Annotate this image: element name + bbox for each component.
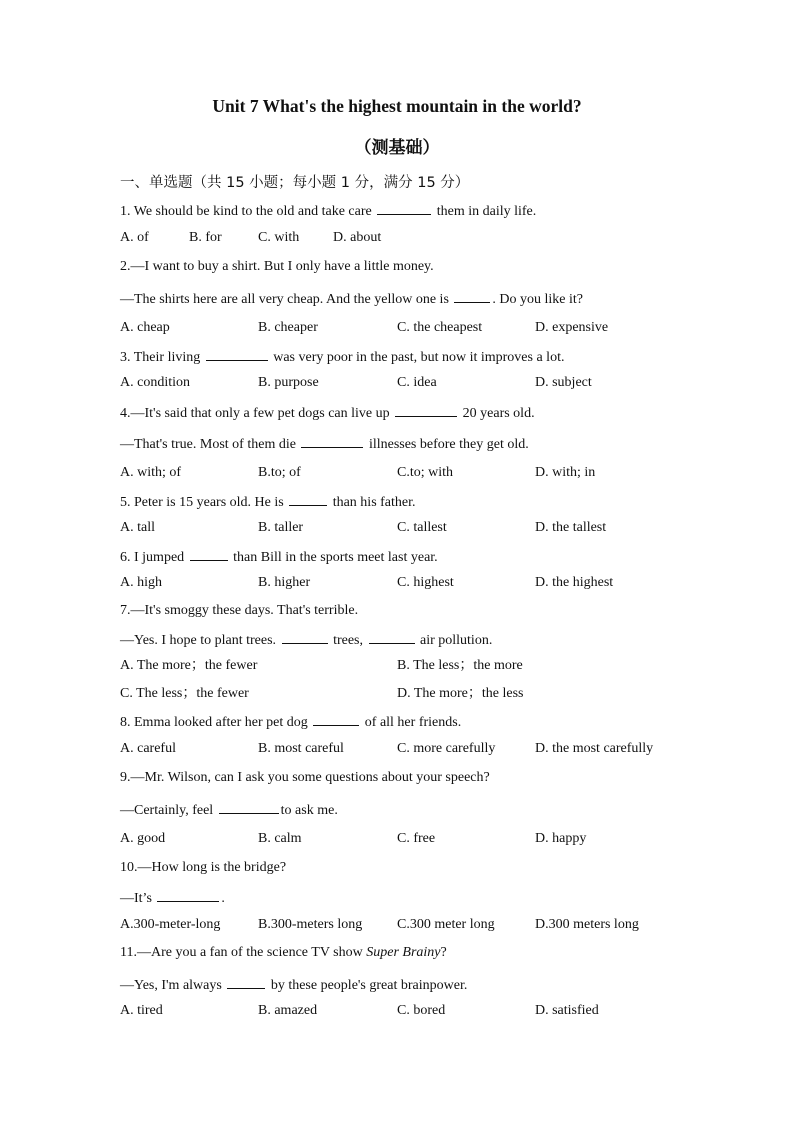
question-4-reply: —That's true. Most of them die illnesses before they get old. (120, 434, 529, 454)
question-7-option-a: A. The more；the fewer (120, 658, 258, 673)
answer-blank (395, 403, 457, 417)
question-9-option-d: D. happy (535, 831, 587, 846)
question-11-option-b: B. amazed (258, 1003, 318, 1018)
answer-blank (190, 547, 228, 561)
answer-blank (219, 800, 279, 814)
question-5-stem: 5. Peter is 15 years old. He is than his father. (120, 492, 416, 512)
page-subtitle: （测基础） (354, 138, 440, 158)
question-11-option-d: D. satisfied (535, 1003, 599, 1018)
question-4-option-d: D. with; in (535, 465, 596, 480)
question-10-stem: 10.—How long is the bridge? (120, 860, 287, 875)
question-6-option-d: D. the highest (535, 575, 614, 590)
question-10-option-a: A.300-meter-long (120, 917, 221, 932)
question-9-stem: 9.—Mr. Wilson, can I ask you some questions about your speech? (120, 770, 490, 785)
question-8-option-c: C. more carefully (397, 741, 496, 756)
question-11-option-c: C. bored (397, 1003, 446, 1018)
question-1-option-a: A. of (120, 230, 149, 245)
question-10-option-d: D.300 meters long (535, 917, 639, 932)
question-5-option-a: A. tall (120, 520, 155, 535)
question-3-stem: 3. Their living was very poor in the past, but now it improves a lot. (120, 347, 564, 367)
answer-blank (454, 289, 490, 303)
question-9-option-c: C. free (397, 831, 436, 846)
answer-blank (206, 347, 268, 361)
question-11-reply: —Yes, I'm always by these people's great brainpower. (120, 975, 467, 995)
question-1-option-d: D. about (333, 230, 382, 245)
question-8-stem: 8. Emma looked after her pet dog of all her friends. (120, 712, 461, 732)
question-6-option-a: A. high (120, 575, 162, 590)
question-7-option-d: D. The more；the less (397, 686, 524, 701)
question-6-option-c: C. highest (397, 575, 454, 590)
question-7-option-b: B. The less；the more (397, 658, 523, 673)
question-9-option-b: B. calm (258, 831, 302, 846)
answer-blank (369, 630, 415, 644)
question-1-stem: 1. We should be kind to the old and take care them in daily life. (120, 201, 536, 221)
answer-blank (301, 434, 363, 448)
question-10-reply: —It’s . (120, 888, 225, 908)
question-6-option-b: B. higher (258, 575, 311, 590)
question-5-option-d: D. the tallest (535, 520, 607, 535)
show-title: Super Brainy (366, 945, 441, 960)
question-6-stem: 6. I jumped than Bill in the sports meet last year. (120, 547, 438, 567)
section-heading: 一、单选题（共 15 小题；每小题 1 分，满分 15 分） (120, 175, 470, 191)
question-7-stem: 7.—It's smoggy these days. That's terrible. (120, 603, 359, 618)
answer-blank (157, 888, 219, 902)
page-title: Unit 7 What's the highest mountain in the world? (212, 96, 582, 116)
question-8-option-d: D. the most carefully (535, 741, 654, 756)
question-3-option-d: D. subject (535, 375, 592, 390)
question-9-reply: —Certainly, feel to ask me. (120, 800, 338, 820)
question-3-option-c: C. idea (397, 375, 437, 390)
answer-blank (289, 492, 327, 506)
question-4-option-b: B.to; of (258, 465, 301, 480)
question-5-option-b: B. taller (258, 520, 304, 535)
question-2-option-c: C. the cheapest (397, 320, 483, 335)
question-1-option-b: B. for (189, 230, 222, 245)
question-8-option-b: B. most careful (258, 741, 344, 756)
question-10-option-b: B.300-meters long (258, 917, 363, 932)
question-2-reply: —The shirts here are all very cheap. And the yellow one is . Do you like it? (120, 289, 583, 309)
question-3-option-b: B. purpose (258, 375, 319, 390)
answer-blank (227, 975, 265, 989)
question-11-stem: 11.—Are you a fan of the science TV show Super Brainy? (120, 945, 447, 960)
question-7-option-c: C. The less；the fewer (120, 686, 249, 701)
question-5-option-c: C. tallest (397, 520, 447, 535)
question-11-option-a: A. tired (120, 1003, 163, 1018)
question-2-option-b: B. cheaper (258, 320, 318, 335)
answer-blank (313, 712, 359, 726)
answer-blank (377, 201, 431, 215)
question-2-option-a: A. cheap (120, 320, 170, 335)
question-7-reply: —Yes. I hope to plant trees. trees, air pollution. (120, 630, 492, 650)
question-4-option-a: A. with; of (120, 465, 182, 480)
question-3-option-a: A. condition (120, 375, 190, 390)
question-2-stem: 2.—I want to buy a shirt. But I only have a little money. (120, 259, 434, 274)
question-1-option-c: C. with (258, 230, 300, 245)
question-4-stem: 4.—It's said that only a few pet dogs can live up 20 years old. (120, 403, 535, 423)
question-8-option-a: A. careful (120, 741, 176, 756)
question-2-option-d: D. expensive (535, 320, 609, 335)
question-4-option-c: C.to; with (397, 465, 454, 480)
question-10-option-c: C.300 meter long (397, 917, 495, 932)
answer-blank (282, 630, 328, 644)
question-9-option-a: A. good (120, 831, 166, 846)
